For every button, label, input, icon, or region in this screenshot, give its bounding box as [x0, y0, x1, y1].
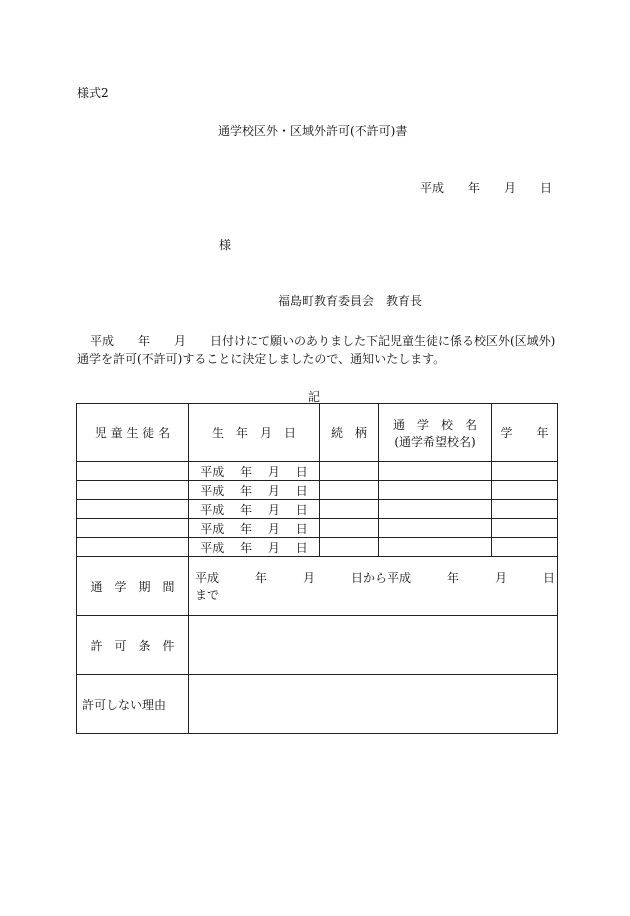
- birth-date-cell[interactable]: 平成 年 月 日: [189, 481, 320, 500]
- header-school-line1: 通 学 校 名: [392, 417, 477, 432]
- reason-value[interactable]: [189, 675, 558, 734]
- student-name-cell[interactable]: [77, 462, 189, 481]
- conditions-row: [77, 616, 558, 675]
- birth-date-cell[interactable]: 平成 年 月 日: [189, 538, 320, 557]
- student-name-cell[interactable]: [77, 538, 189, 557]
- relation-cell[interactable]: [320, 462, 379, 481]
- relation-cell[interactable]: [320, 538, 379, 557]
- relation-cell[interactable]: [320, 500, 379, 519]
- birth-date-cell[interactable]: 平成 年 月 日: [189, 500, 320, 519]
- form-number: 様式2: [77, 86, 109, 100]
- relation-cell[interactable]: [320, 519, 379, 538]
- school-cell[interactable]: [379, 519, 492, 538]
- school-cell[interactable]: [379, 462, 492, 481]
- school-cell[interactable]: [379, 500, 492, 519]
- table-row: [77, 462, 558, 481]
- school-cell[interactable]: [379, 538, 492, 557]
- header-birth-date: 生 年 月 日: [189, 404, 320, 462]
- period-label: 通 学 期 間: [77, 557, 189, 616]
- birth-date-cell[interactable]: 平成 年 月 日: [189, 462, 320, 481]
- header-student-name: 児 童 生 徒 名: [77, 404, 189, 462]
- table-row: [77, 500, 558, 519]
- grade-cell[interactable]: [492, 500, 558, 519]
- reason-label: 許可しない理由: [77, 675, 189, 734]
- date-line: 平成 年 月 日: [420, 181, 553, 195]
- permission-table: [76, 403, 558, 734]
- grade-cell[interactable]: [492, 519, 558, 538]
- grade-cell[interactable]: [492, 538, 558, 557]
- period-row: [77, 557, 558, 616]
- student-name-cell[interactable]: [77, 500, 189, 519]
- header-school-line2: (通学希望校名): [394, 434, 476, 449]
- document-title: 通学校区外・区域外許可(不許可)書: [218, 124, 408, 138]
- body-line-2: 通学を許可(不許可)することに決定しましたので、通知いたします。: [77, 352, 446, 366]
- conditions-value[interactable]: [189, 616, 558, 675]
- issuer: 福島町教育委員会 教育長: [278, 294, 423, 308]
- grade-cell[interactable]: [492, 462, 558, 481]
- relation-cell[interactable]: [320, 481, 379, 500]
- reason-row: [77, 675, 558, 734]
- conditions-label: 許 可 条 件: [77, 616, 189, 675]
- grade-cell[interactable]: [492, 481, 558, 500]
- body-line-1: 平成 年 月 日付けにて願いのありました下記児童生徒に係る校区外(区域外): [90, 334, 556, 348]
- table-row: [77, 538, 558, 557]
- header-grade: 学 年: [492, 404, 558, 462]
- student-name-cell[interactable]: [77, 481, 189, 500]
- school-cell[interactable]: [379, 481, 492, 500]
- table-row: [77, 481, 558, 500]
- birth-date-cell[interactable]: 平成 年 月 日: [189, 519, 320, 538]
- period-value[interactable]: 平成 年 月 日から平成 年 月 日まで: [189, 557, 558, 616]
- addressee-suffix: 様: [219, 238, 232, 252]
- header-school: [379, 404, 492, 462]
- table-row: [77, 519, 558, 538]
- ki-mark: 記: [308, 390, 321, 404]
- student-name-cell[interactable]: [77, 519, 189, 538]
- header-relation: 続 柄: [320, 404, 379, 462]
- table-header-row: [77, 404, 558, 462]
